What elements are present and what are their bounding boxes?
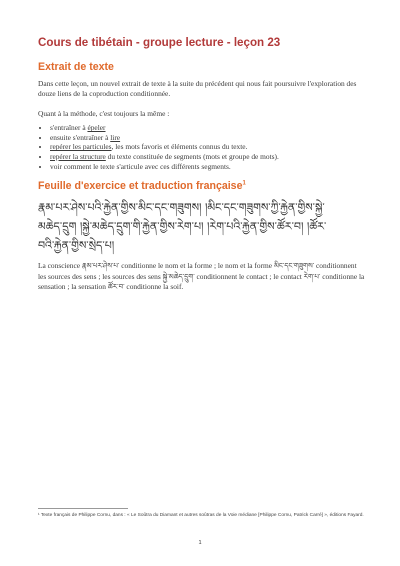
list-item: • s'entraîner à épeler — [50, 123, 366, 133]
footnote-marker[interactable]: 1 — [242, 180, 246, 187]
section-heading-extrait: Extrait de texte — [38, 61, 114, 73]
link-structure[interactable]: repérer la structure — [50, 152, 106, 161]
list-item: • repérer les particules, les mots favoris et éléments connus du texte. — [50, 142, 366, 152]
document-page — [38, 36, 366, 301]
list-item: • ensuite s'entraîner à lire — [50, 133, 366, 143]
tibetan-line: རྣམ་པར་ཤེས་པའི་རྐྱེན་གྱིས་མིང་དང་གཟུགས། །མིང་དང་གཟུགས་ཀྱི་རྐྱེན་གྱིས་སྐྱེ་ — [38, 201, 325, 215]
list-item: • voir comment le texte s'articule avec ces différents segments. — [50, 162, 366, 172]
method-intro: Quant à la méthode, c'est toujours la même : — [38, 108, 170, 118]
page-number: 1 — [198, 540, 202, 546]
translation-paragraph: La conscience རྣམ་པར་ཤེས་པ་ conditionne le nom et la forme ; le nom et la forme མིང་དང་གཟུགས་ conditionnent les sources des sens ; les sources des sens སྐྱེ་མཆེད་དྲུག་ conditionnent le contact ; le contact རེག་པ་ conditionne la sensation ; la sensation ཚོར་བ་ conditionne la soif. — [38, 261, 365, 291]
link-lire[interactable]: lire — [110, 132, 121, 142]
footnote-separator — [38, 508, 128, 509]
link-epeler[interactable]: épeler — [87, 123, 106, 133]
intro-paragraph: Dans cette leçon, un nouvel extrait de texte à la suite du précédent qui nous fait poursuivre l'exploration des douze liens de la coproduction conditionnée. — [38, 79, 357, 99]
tibetan-line: བའི་རྐྱེན་གྱིས་སྲེད་པ། — [38, 239, 115, 253]
page-title: Cours de tibétain - groupe lecture - leçon 23 — [38, 36, 281, 49]
tibetan-text — [38, 198, 366, 255]
footnote: ¹ Texte français de Philippe Cornu, dans : « Le Soûtra du Diamant et autres soûtras de la Voie médiane [Philippe Cornu, Patrick Carré] », éditions Fayard. — [38, 513, 364, 518]
section-heading-exercice: Feuille d'exercice et traduction française$^1$ — [38, 180, 246, 193]
method-list — [38, 123, 366, 171]
link-particules[interactable]: repérer les particules — [50, 142, 112, 152]
tibetan-line: མཆེད་དྲུག །སྐྱེ་མཆེད་དྲུག་གི་རྐྱེན་གྱིས་རེག་པ། །རེག་པའི་རྐྱེན་གྱིས་ཚོར་བ། །ཚོར་ — [38, 220, 327, 234]
list-item: • repérer la structure du texte constituée de segments (mots et groupe de mots). — [50, 152, 366, 162]
